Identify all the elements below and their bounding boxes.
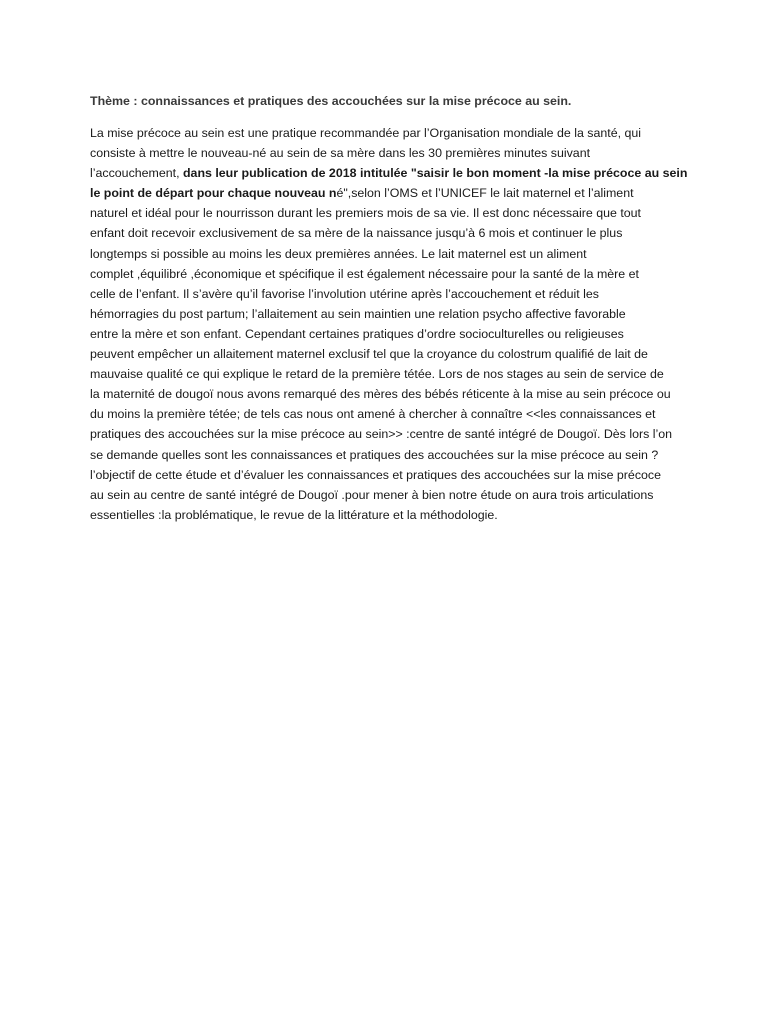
text-run: consiste à mettre le nouveau-né au sein de sa mère dans les 30 premières minutes suivant bbox=[90, 146, 591, 161]
paragraph-line bbox=[90, 244, 690, 264]
paragraph-line bbox=[90, 424, 690, 444]
text-run: se demande quelles sont les connaissances et pratiques des accouchées sur la mise précoce au sein ? bbox=[90, 447, 659, 462]
paragraph-line bbox=[90, 183, 690, 203]
text-run: l’accouchement, bbox=[90, 166, 183, 181]
text-run: pratiques des accouchées sur la mise précoce au sein>> :centre de santé intégré de Dougoï. Dès lors l’on bbox=[90, 427, 673, 442]
text-run: la maternité de dougoï nous avons remarqué des mères des bébés réticente à la mise au sein précoce ou bbox=[90, 387, 671, 402]
paragraph-line bbox=[90, 384, 690, 404]
paragraph-line bbox=[90, 264, 690, 284]
text-run: mauvaise qualité ce qui explique le retard de la première tétée. Lors de nos stages au sein de service de bbox=[90, 367, 664, 382]
document-title: Thème : connaissances et pratiques des accouchées sur la mise précoce au sein. bbox=[90, 94, 572, 108]
bold-text-run: dans leur publication de 2018 intitulée "saisir le bon moment -la mise précoce au sein bbox=[182, 166, 688, 181]
paragraph-line bbox=[90, 203, 690, 223]
document-page bbox=[90, 92, 690, 525]
paragraph-line bbox=[90, 364, 690, 384]
paragraph-line bbox=[90, 485, 690, 505]
paragraph-line bbox=[90, 284, 690, 304]
text-run: essentielles :la problématique, le revue de la littérature et la méthodologie. bbox=[90, 507, 498, 522]
paragraph-line bbox=[90, 344, 690, 364]
text-run: peuvent empêcher un allaitement maternel exclusif tel que la croyance du colostrum qualifié de lait de bbox=[90, 347, 648, 362]
paragraph-line bbox=[90, 304, 690, 324]
bold-text-run: le point de départ pour chaque nouveau n bbox=[90, 186, 337, 201]
text-run: La mise précoce au sein est une pratique recommandée par l’Organisation mondiale de la santé, qui bbox=[90, 126, 642, 140]
text-run: complet ,équilibré ,économique et spécifique il est également nécessaire pour la santé de la mère et bbox=[90, 266, 639, 281]
paragraph-line bbox=[90, 143, 690, 163]
paragraph-line bbox=[90, 404, 690, 424]
paragraph-line bbox=[90, 465, 690, 485]
text-run: celle de l’enfant. Il s’avère qu’il favorise l’involution utérine après l’accouchement et réduit les bbox=[90, 286, 599, 301]
text-run: l’objectif de cette étude et d’évaluer les connaissances et pratiques des accouchées sur la mise précoce bbox=[90, 467, 661, 482]
paragraph-line bbox=[90, 505, 690, 525]
paragraph-line bbox=[90, 163, 690, 183]
text-run: longtemps si possible au moins les deux premières années. Le lait maternel est un aliment bbox=[90, 246, 587, 261]
text-run: au sein au centre de santé intégré de Dougoï .pour mener à bien notre étude on aura trois articulations bbox=[90, 487, 654, 502]
paragraph-line bbox=[90, 123, 690, 143]
text-run: enfant doit recevoir exclusivement de sa mère de la naissance jusqu’à 6 mois et continuer le plus bbox=[90, 226, 623, 241]
text-run: naturel et idéal pour le nourrisson durant les premiers mois de sa vie. Il est donc nécessaire que tout bbox=[90, 206, 641, 221]
text-run: du moins la première tétée; de tels cas nous ont amené à chercher à connaître <<les connaissances et bbox=[90, 407, 656, 422]
text-run: entre la mère et son enfant. Cependant certaines pratiques d’ordre socioculturelles ou religieuses bbox=[90, 326, 624, 341]
text-run: hémorragies du post partum; l’allaitement au sein maintien une relation psycho affective favorable bbox=[90, 306, 626, 321]
paragraph-line bbox=[90, 324, 690, 344]
document-paragraph bbox=[90, 123, 690, 525]
paragraph-line bbox=[90, 223, 690, 243]
paragraph-line bbox=[90, 445, 690, 465]
text-run: é",selon l’OMS et l’UNICEF le lait maternel et l’aliment bbox=[336, 186, 634, 201]
